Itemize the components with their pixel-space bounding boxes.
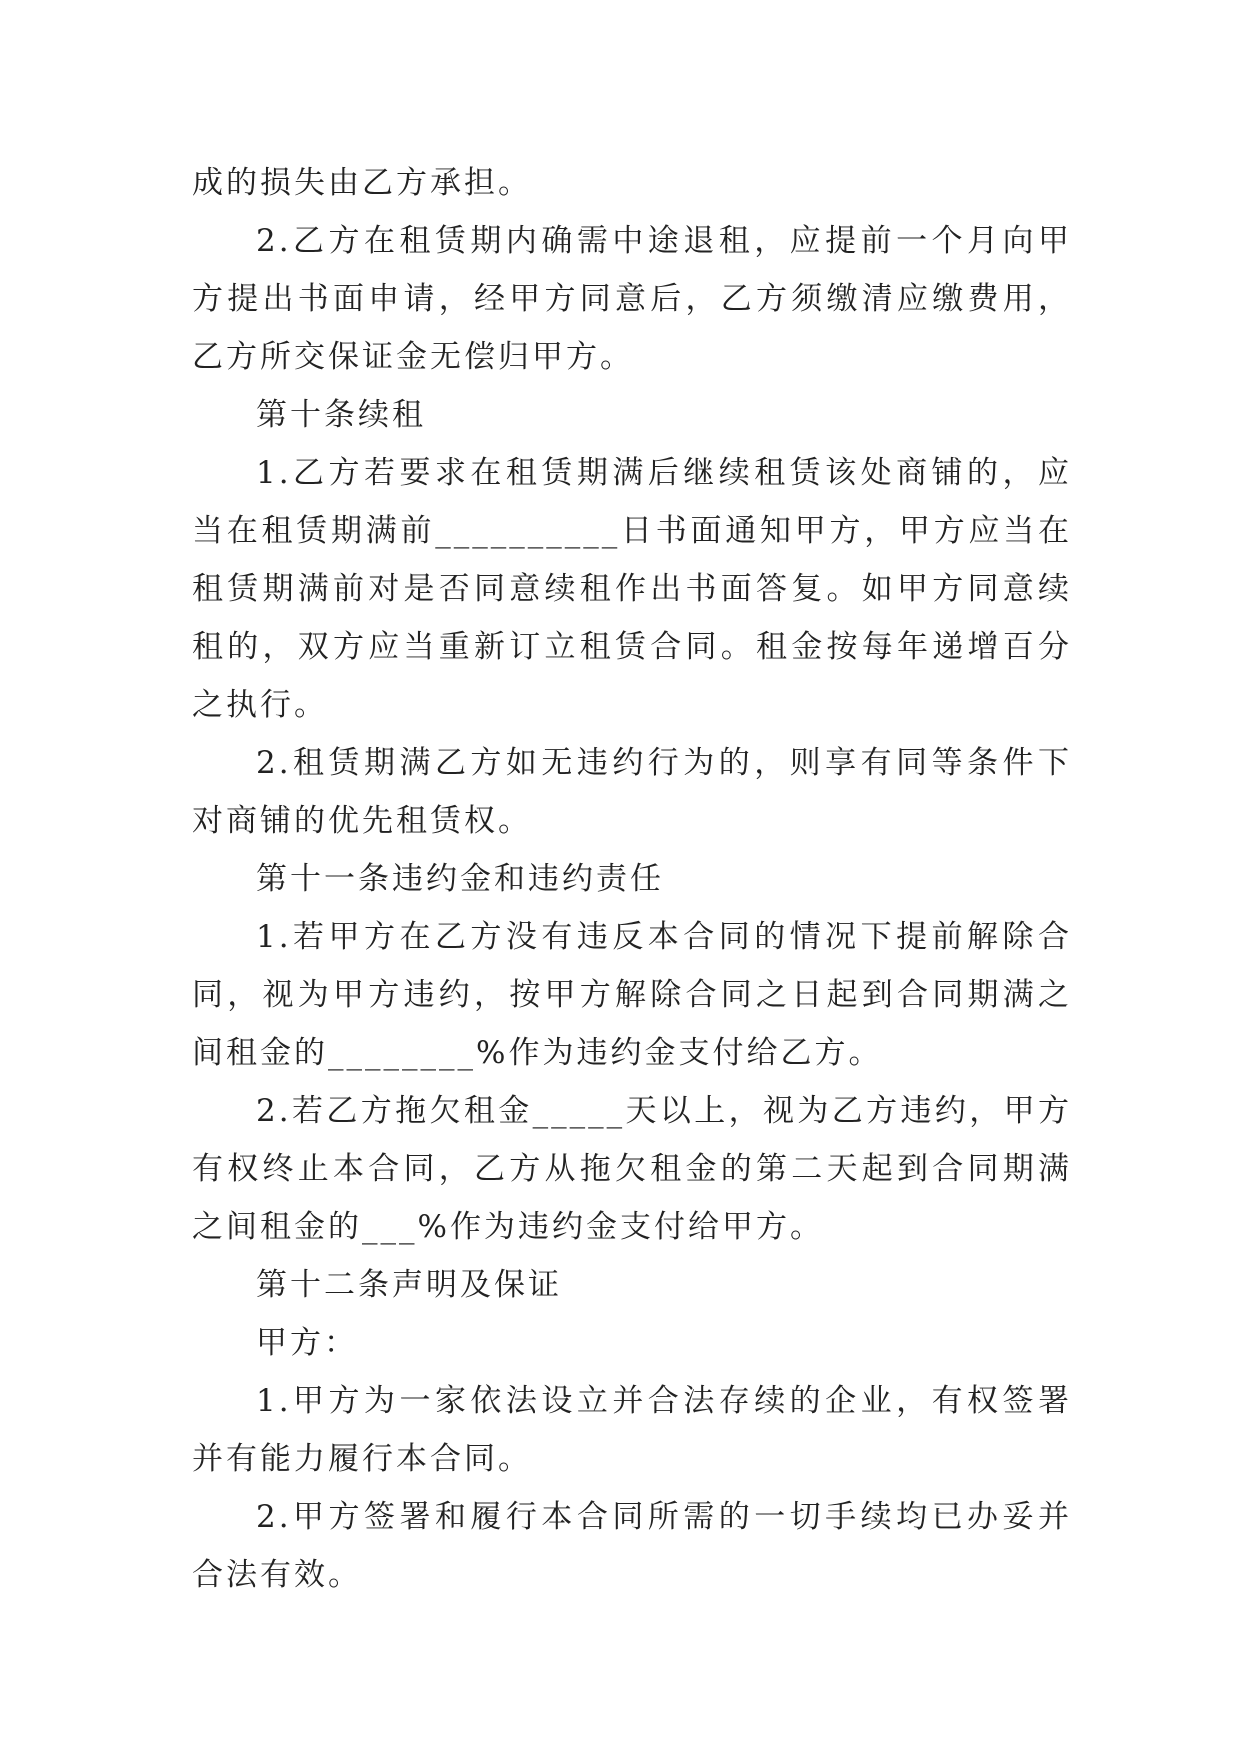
paragraph: 2.租赁期满乙方如无违约行为的，则享有同等条件下对商铺的优先租赁权。: [192, 745, 1072, 839]
section-heading: 第十条续租: [256, 397, 426, 433]
party-label: 甲方：: [256, 1325, 358, 1361]
paragraph: 1.甲方为一家依法设立并合法存续的企业，有权签署并有能力履行本合同。: [192, 1383, 1072, 1477]
section-heading: 第十二条声明及保证: [256, 1267, 562, 1303]
paragraph: 1.若甲方在乙方没有违反本合同的情况下提前解除合同，视为甲方违约，按甲方解除合同之日起到合同期满之间租金的________%作为违约金支付给乙方。: [192, 919, 1072, 1071]
paragraph: 成的损失由乙方承担。: [192, 165, 532, 201]
document-body: [192, 154, 1072, 1604]
paragraph: 2.甲方签署和履行本合同所需的一切手续均已办妥并合法有效。: [192, 1499, 1072, 1593]
paragraph: 2.若乙方拖欠租金_____天以上，视为乙方违约，甲方有权终止本合同，乙方从拖欠租金的第二天起到合同期满之间租金的___%作为违约金支付给甲方。: [192, 1093, 1072, 1245]
paragraph: 1.乙方若要求在租赁期满后继续租赁该处商铺的，应当在租赁期满前__________日书面通知甲方，甲方应当在租赁期满前对是否同意续租作出书面答复。如甲方同意续租的，双方应当重新订立租赁合同。租金按每年递增百分之执行。: [192, 455, 1072, 723]
section-heading: 第十一条违约金和违约责任: [256, 861, 664, 897]
paragraph: 2.乙方在租赁期内确需中途退租，应提前一个月向甲方提出书面申请，经甲方同意后，乙方须缴清应缴费用，乙方所交保证金无偿归甲方。: [192, 223, 1072, 375]
